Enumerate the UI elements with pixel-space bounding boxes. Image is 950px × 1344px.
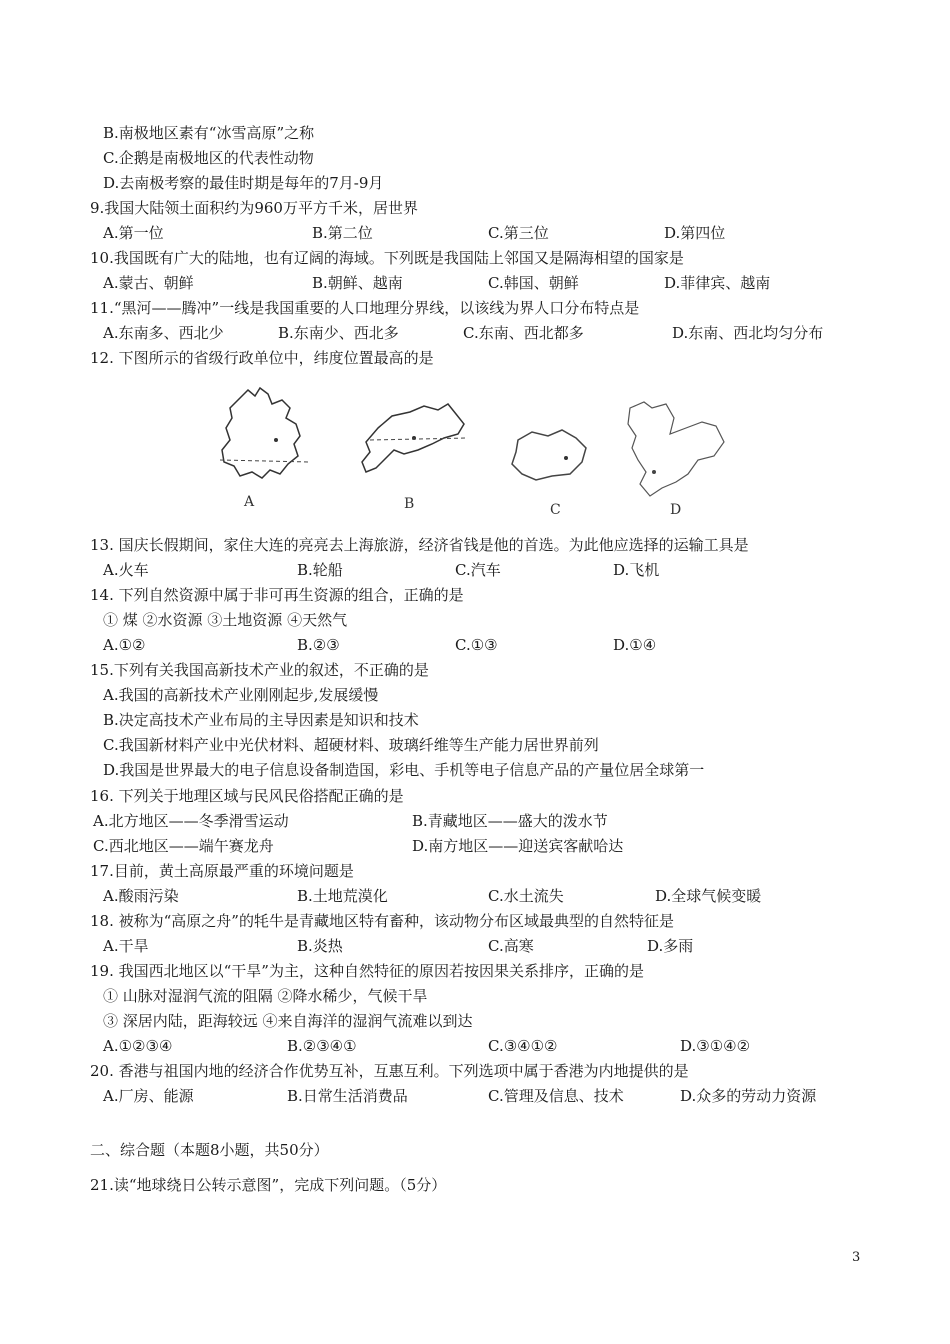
q19-option-a: A.①②③④	[103, 1037, 173, 1055]
q15-option-d: D.我国是世界最大的电子信息设备制造国，彩电、手机等电子信息产品的产量位居全球第一	[103, 761, 705, 779]
q12-province-maps-figure	[200, 378, 760, 528]
q14-option-d: D.①④	[613, 636, 657, 654]
q17-option-b: B.土地荒漠化	[297, 887, 388, 905]
q10-option-d: D.菲律宾、越南	[664, 274, 771, 292]
q19-items-1: ① 山脉对湿润气流的阻隔 ②降水稀少，气候干旱	[103, 987, 428, 1005]
q15-option-b: B.决定高技术产业布局的主导因素是知识和技术	[103, 711, 419, 729]
q9-stem: 9.我国大陆领土面积约为960万平方千米，居世界	[90, 199, 418, 217]
q14-option-b: B.②③	[297, 636, 340, 654]
q20-option-b: B.日常生活消费品	[287, 1087, 408, 1105]
q18-stem: 18. 被称为“高原之舟”的牦牛是青藏地区特有畜种，该动物分布区域最典型的自然特征是	[90, 912, 674, 930]
province-a-outline	[222, 388, 300, 478]
q11-option-c: C.东南、西北都多	[463, 324, 584, 342]
q11-option-a: A.东南多、西北少	[103, 324, 224, 342]
q18-option-d: D.多雨	[647, 937, 694, 955]
q20-option-d: D.众多的劳动力资源	[680, 1087, 817, 1105]
province-a-label: A	[244, 494, 255, 510]
q11-option-d: D.东南、西北均匀分布	[672, 324, 824, 342]
q17-option-a: A.酸雨污染	[103, 887, 179, 905]
q19-option-d: D.③①④②	[680, 1037, 751, 1055]
q16-option-c: C.西北地区——端午赛龙舟	[93, 837, 274, 855]
q17-option-d: D.全球气候变暖	[655, 887, 762, 905]
q11-option-b: B.东南少、西北多	[278, 324, 399, 342]
q14-items: ① 煤 ②水资源 ③土地资源 ④天然气	[103, 611, 348, 629]
q8-option-b: B.南极地区素有“冰雪高原”之称	[103, 124, 315, 142]
q13-option-b: B.轮船	[297, 561, 343, 579]
q15-option-c: C.我国新材料产业中光伏材料、超硬材料、玻璃纤维等生产能力居世界前列	[103, 736, 599, 754]
q9-option-c: C.第三位	[488, 224, 549, 242]
q20-option-c: C.管理及信息、技术	[488, 1087, 624, 1105]
q12-stem: 12. 下图所示的省级行政单位中，纬度位置最高的是	[90, 349, 434, 367]
q17-stem: 17.目前，黄土高原最严重的环境问题是	[90, 862, 354, 880]
q13-option-d: D.飞机	[613, 561, 660, 579]
q15-stem: 15.下列有关我国高新技术产业的叙述，不正确的是	[90, 661, 429, 679]
province-d-outline	[628, 402, 724, 496]
q13-option-c: C.汽车	[455, 561, 501, 579]
q16-option-b: B.青藏地区——盛大的泼水节	[412, 812, 608, 830]
q19-option-c: C.③④①②	[488, 1037, 558, 1055]
q10-option-c: C.韩国、朝鲜	[488, 274, 579, 292]
q13-option-a: A.火车	[103, 561, 149, 579]
q14-stem: 14. 下列自然资源中属于非可再生资源的组合，正确的是	[90, 586, 464, 604]
q14-option-a: A.①②	[103, 636, 146, 654]
q10-option-a: A.蒙古、朝鲜	[103, 274, 194, 292]
province-d-label: D	[670, 502, 682, 518]
q19-option-b: B.②③④①	[287, 1037, 357, 1055]
q19-items-2: ③ 深居内陆，距海较远 ④来自海洋的湿润气流难以到达	[103, 1012, 473, 1030]
q18-option-c: C.高寒	[488, 937, 534, 955]
q14-option-c: C.①③	[455, 636, 498, 654]
province-c-label: C	[550, 502, 561, 518]
q10-option-b: B.朝鲜、越南	[312, 274, 403, 292]
q20-option-a: A.厂房、能源	[103, 1087, 194, 1105]
q18-option-b: B.炎热	[297, 937, 343, 955]
province-b-label: B	[404, 496, 415, 512]
q10-stem: 10.我国既有广大的陆地，也有辽阔的海域。下列既是我国陆上邻国又是隔海相望的国家是	[90, 249, 684, 267]
q8-option-d: D.去南极考察的最佳时期是每年的7月-9月	[103, 174, 384, 192]
section-2-heading: 二、综合题（本题8小题，共50分）	[90, 1141, 329, 1159]
q15-option-a: A.我国的高新技术产业刚刚起步,发展缓慢	[103, 686, 379, 704]
q16-option-d: D.南方地区——迎送宾客献哈达	[412, 837, 624, 855]
q18-option-a: A.干旱	[103, 937, 149, 955]
q11-stem: 11.“黑河——腾冲”一线是我国重要的人口地理分界线，以该线为界人口分布特点是	[90, 299, 640, 317]
page-number: 3	[852, 1250, 861, 1265]
q16-stem: 16. 下列关于地理区域与民风民俗搭配正确的是	[90, 787, 404, 805]
q16-option-a: A.北方地区——冬季滑雪运动	[93, 812, 289, 830]
q9-option-a: A.第一位	[103, 224, 164, 242]
province-c-outline	[512, 430, 586, 480]
q21-stem: 21.读“地球绕日公转示意图”，完成下列问题。（5分）	[90, 1176, 447, 1194]
q19-stem: 19. 我国西北地区以“干旱”为主，这种自然特征的原因若按因果关系排序，正确的是	[90, 962, 644, 980]
q9-option-d: D.第四位	[664, 224, 726, 242]
q17-option-c: C.水土流失	[488, 887, 564, 905]
q9-option-b: B.第二位	[312, 224, 373, 242]
q20-stem: 20. 香港与祖国内地的经济合作优势互补，互惠互利。下列选项中属于香港为内地提供的是	[90, 1062, 689, 1080]
q13-stem: 13. 国庆长假期间，家住大连的亮亮去上海旅游，经济省钱是他的首选。为此他应选择的运输工具是	[90, 536, 749, 554]
q8-option-c: C.企鹅是南极地区的代表性动物	[103, 149, 314, 167]
